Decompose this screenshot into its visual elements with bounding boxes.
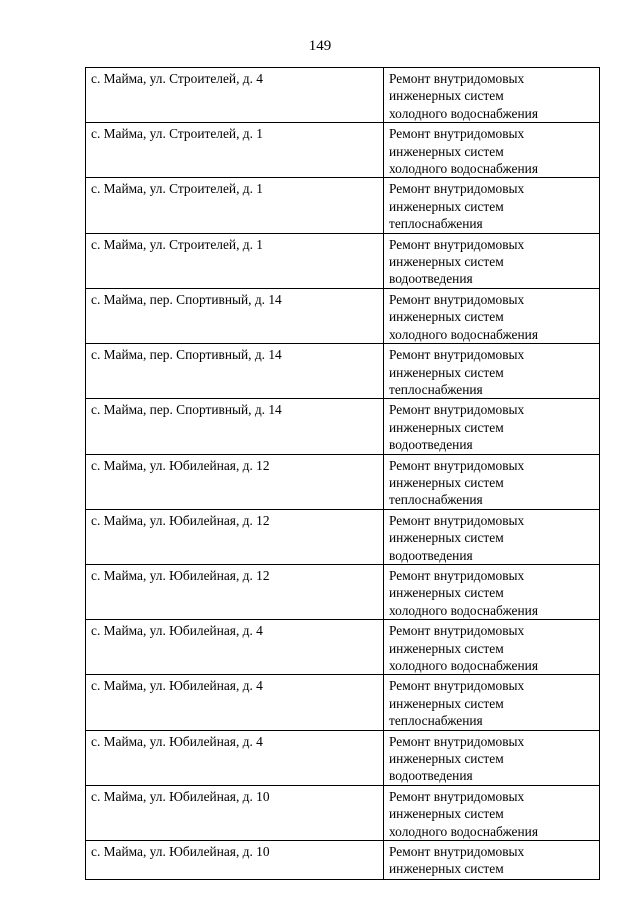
work-cell (384, 399, 600, 454)
work-text-line: холодного водоснабжения (389, 105, 538, 121)
work-text-line: Ремонт внутридомовых (389, 733, 525, 749)
table-row (86, 123, 600, 178)
page-number: 149 (308, 38, 332, 54)
address-cell (86, 785, 384, 840)
work-text-line: теплоснабжения (389, 492, 483, 508)
work-cell (384, 178, 600, 233)
address-cell (86, 68, 384, 123)
address-cell (86, 454, 384, 509)
table-row (86, 233, 600, 288)
work-text-line: водоотведения (389, 271, 473, 287)
table-row (86, 509, 600, 564)
address-cell (86, 841, 384, 880)
work-text-line: теплоснабжения (389, 216, 483, 232)
address-text: с. Майма, пер. Спортивный, д. 14 (91, 347, 282, 363)
work-text-line: Ремонт внутридомовых (389, 678, 525, 694)
work-text-line: инженерных систем (389, 309, 504, 325)
work-cell (384, 68, 600, 123)
address-text: с. Майма, ул. Юбилейная, д. 4 (91, 623, 263, 639)
work-cell (384, 123, 600, 178)
address-text: с. Майма, ул. Юбилейная, д. 4 (91, 678, 263, 694)
table-row (86, 841, 600, 880)
work-text-line: водоотведения (389, 547, 473, 563)
address-cell (86, 675, 384, 730)
address-cell (86, 178, 384, 233)
work-text-line: холодного водоснабжения (389, 161, 538, 177)
address-cell (86, 288, 384, 343)
address-text: с. Майма, ул. Строителей, д. 4 (91, 71, 263, 86)
work-text-line: инженерных систем (389, 695, 504, 711)
work-cell (384, 509, 600, 564)
address-text: с. Майма, ул. Юбилейная, д. 12 (91, 512, 270, 528)
work-text-line: Ремонт внутридомовых (389, 347, 525, 363)
work-cell (384, 620, 600, 675)
work-cell (384, 233, 600, 288)
work-text-line: Ремонт внутридомовых (389, 623, 525, 639)
address-text: с. Майма, пер. Спортивный, д. 14 (91, 402, 282, 418)
address-cell (86, 344, 384, 399)
table-row (86, 344, 600, 399)
table-row (86, 68, 600, 123)
address-text: с. Майма, пер. Спортивный, д. 14 (91, 291, 282, 307)
address-cell (86, 730, 384, 785)
work-text-line: Ремонт внутридомовых (389, 402, 525, 418)
table-row (86, 288, 600, 343)
work-text-line: инженерных систем (389, 474, 504, 490)
address-text: с. Майма, ул. Юбилейная, д. 10 (91, 844, 270, 860)
table-row (86, 675, 600, 730)
address-text: с. Майма, ул. Строителей, д. 1 (91, 126, 263, 142)
work-text-line: Ремонт внутридомовых (389, 71, 525, 86)
works-table (85, 67, 600, 880)
work-text-line: Ремонт внутридомовых (389, 457, 525, 473)
address-text: с. Майма, ул. Строителей, д. 1 (91, 236, 263, 252)
address-text: с. Майма, ул. Юбилейная, д. 12 (91, 457, 270, 473)
work-text-line: инженерных систем (389, 751, 504, 767)
work-cell (384, 344, 600, 399)
address-cell (86, 123, 384, 178)
work-cell (384, 675, 600, 730)
work-cell (384, 288, 600, 343)
work-cell (384, 564, 600, 619)
address-cell (86, 564, 384, 619)
work-text-line: водоотведения (389, 768, 473, 784)
work-text-line: инженерных систем (389, 254, 504, 270)
work-cell (384, 730, 600, 785)
table-row (86, 730, 600, 785)
table-row (86, 399, 600, 454)
work-text-line: холодного водоснабжения (389, 823, 538, 839)
work-text-line: Ремонт внутридомовых (389, 788, 525, 804)
work-text-line: инженерных систем (389, 640, 504, 656)
work-text-line: инженерных систем (389, 530, 504, 546)
work-text-line: теплоснабжения (389, 381, 483, 397)
address-text: с. Майма, ул. Юбилейная, д. 12 (91, 567, 270, 583)
address-text: с. Майма, ул. Юбилейная, д. 10 (91, 788, 270, 804)
work-cell (384, 841, 600, 880)
work-text-line: инженерных систем (389, 585, 504, 601)
work-text-line: теплоснабжения (389, 713, 483, 729)
work-text-line: водоотведения (389, 437, 473, 453)
work-text-line: инженерных систем (389, 198, 504, 214)
table-row (86, 178, 600, 233)
work-text-line: инженерных систем (389, 143, 504, 159)
address-cell (86, 399, 384, 454)
address-cell (86, 233, 384, 288)
work-text-line: инженерных систем (389, 419, 504, 435)
work-text-line: Ремонт внутридомовых (389, 844, 525, 860)
work-text-line: холодного водоснабжения (389, 326, 538, 342)
work-cell (384, 454, 600, 509)
table-row (86, 785, 600, 840)
table-row (86, 564, 600, 619)
work-text-line: инженерных систем (389, 364, 504, 380)
work-text-line: инженерных систем (389, 88, 504, 104)
work-text-line: холодного водоснабжения (389, 658, 538, 673)
work-text-line: холодного водоснабжения (389, 602, 538, 618)
work-text-line: инженерных систем (389, 861, 504, 877)
work-text-line: Ремонт внутридомовых (389, 512, 525, 528)
work-text-line: Ремонт внутридомовых (389, 236, 525, 252)
address-text: с. Майма, ул. Строителей, д. 1 (91, 181, 263, 197)
work-cell (384, 785, 600, 840)
table-row (86, 454, 600, 509)
work-text-line: инженерных систем (389, 806, 504, 822)
address-cell (86, 509, 384, 564)
address-text: с. Майма, ул. Юбилейная, д. 4 (91, 733, 263, 749)
work-text-line: Ремонт внутридомовых (389, 126, 525, 142)
table-row (86, 620, 600, 675)
address-cell (86, 620, 384, 675)
work-text-line: Ремонт внутридомовых (389, 567, 525, 583)
works-table-body (86, 68, 600, 880)
work-text-line: Ремонт внутридомовых (389, 181, 525, 197)
work-text-line: Ремонт внутридомовых (389, 291, 525, 307)
